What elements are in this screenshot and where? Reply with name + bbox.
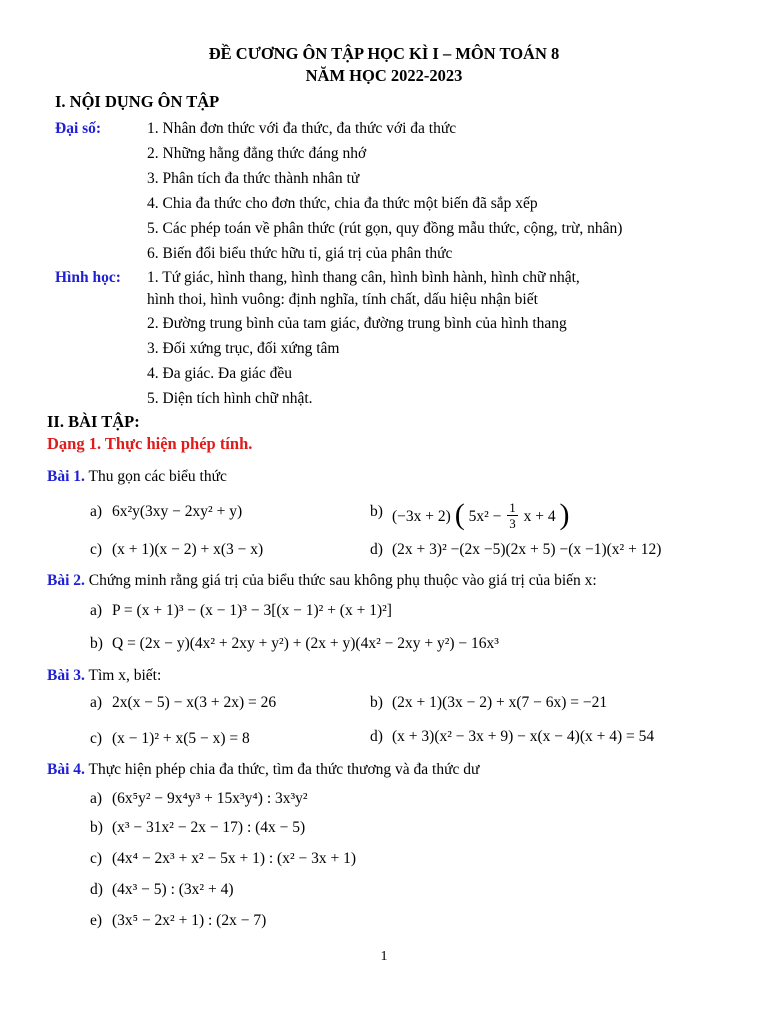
- section-2-heading: II. BÀI TẬP:: [47, 412, 140, 431]
- bai-3-b-label: b): [370, 694, 383, 711]
- close-paren-icon: ): [559, 498, 570, 532]
- algebra-item-3: 3. Phân tích đa thức thành nhân tử: [147, 170, 360, 187]
- bai-3-a-label: a): [90, 694, 103, 711]
- bai-2-label: Bài 2.: [47, 572, 85, 589]
- bai-2-b-expr: Q = (2x − y)(4x² + 2xy + y²) + (2x + y)(4x² − 2xy + y²) − 16x³: [112, 635, 499, 652]
- bai-4-c-expr: (4x⁴ − 2x³ + x² − 5x + 1) : (x² − 3x + 1): [112, 850, 356, 867]
- bai-3-label: Bài 3.: [47, 667, 85, 684]
- fraction-numerator: 1: [509, 500, 516, 515]
- geometry-item-3: 3. Đối xứng trục, đối xứng tâm: [147, 340, 340, 357]
- bai-4-c-label: c): [90, 850, 103, 867]
- bai-3-d-label: d): [370, 728, 383, 745]
- bai-1-label: Bài 1.: [47, 468, 85, 485]
- bai-1-b-inner-1: 5x² −: [468, 508, 502, 526]
- bai-2-a-expr: P = (x + 1)³ − (x − 1)³ − 3[(x − 1)² + (x + 1)²]: [112, 602, 392, 619]
- bai-4-a-label: a): [90, 790, 103, 807]
- bai-3-c-label: c): [90, 730, 103, 747]
- bai-3-a-expr: 2x(x − 5) − x(3 + 2x) = 26: [112, 694, 277, 711]
- bai-1-d-expr: (2x + 3)² −(2x −5)(2x + 5) −(x −1)(x² + 12): [392, 541, 662, 558]
- bai-4-d-expr: (4x³ − 5) : (3x² + 4): [112, 881, 234, 898]
- algebra-item-5: 5. Các phép toán về phân thức (rút gọn, quy đồng mẫu thức, cộng, trừ, nhân): [147, 220, 623, 237]
- bai-1-b-expr: [392, 498, 570, 533]
- bai-1-b-inner-2: x + 4: [523, 508, 556, 526]
- bai-3-d-expr: (x + 3)(x² − 3x + 9) − x(x − 4)(x + 4) = 54: [392, 728, 655, 745]
- bai-2-b-label: b): [90, 635, 103, 652]
- geometry-item-5: 5. Diện tích hình chữ nhật.: [147, 390, 313, 407]
- algebra-item-6: 6. Biến đổi biểu thức hữu tỉ, giá trị của phân thức: [147, 245, 453, 262]
- bai-2-text: Chứng minh rằng giá trị của biểu thức sau không phụ thuộc vào giá trị của biến x:: [88, 572, 597, 589]
- open-paren-icon: (: [454, 498, 465, 532]
- algebra-item-2: 2. Những hằng đẳng thức đáng nhớ: [147, 145, 367, 162]
- bai-1-b-label: b): [370, 503, 383, 520]
- bai-4-d-label: d): [90, 881, 103, 898]
- geometry-item-2: 2. Đường trung bình của tam giác, đường trung bình của hình thang: [147, 315, 567, 332]
- document-title: ĐỀ CƯƠNG ÔN TẬP HỌC KÌ I – MÔN TOÁN 8: [208, 44, 560, 63]
- algebra-label: Đại số:: [55, 120, 102, 137]
- dang-1-heading: Dạng 1. Thực hiện phép tính.: [47, 434, 253, 453]
- bai-1-c-label: c): [90, 541, 103, 558]
- bai-4-e-expr: (3x⁵ − 2x² + 1) : (2x − 7): [112, 912, 267, 929]
- geometry-item-4: 4. Đa giác. Đa giác đều: [147, 365, 293, 382]
- algebra-item-1: 1. Nhân đơn thức với đa thức, đa thức với đa thức: [147, 120, 457, 137]
- bai-4-header: [47, 760, 479, 780]
- bai-4-b-expr: (x³ − 31x² − 2x − 17) : (4x − 5): [112, 819, 306, 836]
- bai-1-a-label: a): [90, 503, 103, 520]
- bai-4-a-expr: (6x⁵y² − 9x⁴y³ + 15x³y⁴) : 3x³y²: [112, 790, 308, 807]
- bai-1-d-label: d): [370, 541, 383, 558]
- school-year: NĂM HỌC 2022-2023: [305, 66, 463, 85]
- bai-2-a-label: a): [90, 602, 103, 619]
- geometry-item-1: 1. Tứ giác, hình thang, hình thang cân, hình bình hành, hình chữ nhật,: [147, 269, 580, 286]
- bai-3-header: [47, 666, 161, 686]
- geometry-label: Hình học:: [55, 269, 121, 286]
- bai-4-text: Thực hiện phép chia đa thức, tìm đa thức thương và đa thức dư: [88, 761, 480, 778]
- page-number: 1: [380, 949, 388, 964]
- bai-1-a-expr: 6x²y(3xy − 2xy² + y): [112, 503, 243, 520]
- bai-1-b-factor: (−3x + 2): [392, 508, 451, 526]
- bai-1-header: [47, 467, 227, 487]
- bai-1-text: Thu gọn các biểu thức: [88, 468, 227, 485]
- bai-2-header: [47, 571, 597, 591]
- bai-1-c-expr: (x + 1)(x − 2) + x(3 − x): [112, 541, 264, 558]
- fraction-denominator: 3: [509, 516, 516, 531]
- geometry-item-1-cont: hình thoi, hình vuông: định nghĩa, tính chất, dấu hiệu nhận biết: [147, 291, 538, 308]
- bai-4-label: Bài 4.: [47, 761, 85, 778]
- bai-4-b-label: b): [90, 819, 103, 836]
- bai-4-e-label: e): [90, 912, 103, 929]
- bai-3-text: Tìm x, biết:: [88, 667, 162, 684]
- section-1-heading: I. NỘI DỤNG ÔN TẬP: [55, 92, 220, 111]
- fraction: [507, 500, 518, 531]
- algebra-item-4: 4. Chia đa thức cho đơn thức, chia đa thức một biến đã sắp xếp: [147, 195, 538, 212]
- bai-3-b-expr: (2x + 1)(3x − 2) + x(7 − 6x) = −21: [392, 694, 608, 711]
- bai-3-c-expr: (x − 1)² + x(5 − x) = 8: [112, 730, 250, 747]
